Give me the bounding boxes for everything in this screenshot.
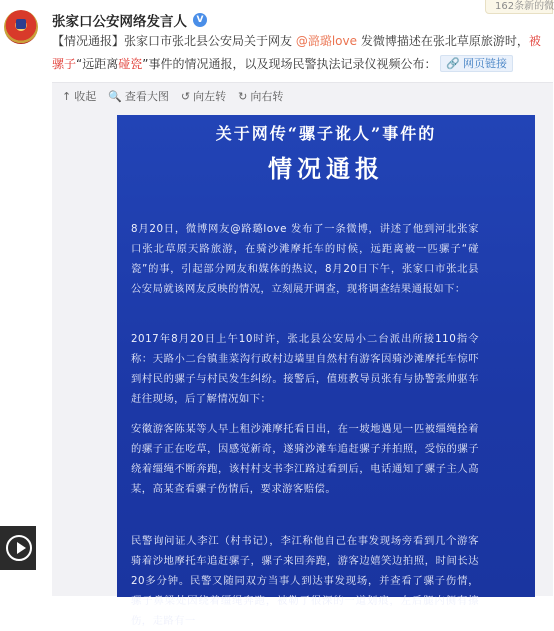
notice-paragraph: 民警询问证人李江（村书记），李江称他自己在事发现场旁看到几个游客骑着沙地摩托车追赶骡子，骡子来回奔跑，游客边嬉笑边拍照，时间长达20多分钟。民警又随同双方当事人到达事发现场，并查看了骡子伤情，骡子鼻梁处因绕着缰绳奔跑，被勒了很深的一道划痕，左后腿内侧有擦伤，走路有一 [131, 535, 479, 627]
magnifier-icon: 🔍 [108, 89, 122, 103]
web-link-label: 网页链接 [463, 57, 508, 70]
collapse-label: 收起 [74, 90, 97, 103]
notice-paragraph: 8月20日，微博网友@路璐love 发布了一条微博，讲述了他到河北张家口张北草原天路旅游，在骑沙滩摩托车的时候，远距离被一匹骡子“碰瓷”的事，引起部分网友和媒体的热议，8月20日下午，张家口市张北县公安局就该网友反映的情况，立刻展开调查，现将调查结果通报如下： [131, 223, 479, 295]
highlight-keyword[interactable]: 被骡子 [52, 34, 541, 71]
author-name[interactable]: 张家口公安网络发言人 [52, 14, 187, 30]
notice-paragraph: 2017年8月20日上午10时许，张北县公安局小二台派出所接110指令称：天路小二台镇韭菜沟行政村边墙里自然村有游客因骑沙滩摩托车惊吓到村民的骡子与村民发生纠纷。接警后，值班教导员张有与协警张帅驱车赶往现场，后了解情况如下： [131, 333, 479, 405]
author-avatar[interactable] [4, 10, 38, 44]
rotate-right-button[interactable] [238, 88, 283, 104]
notice-title-line-2: 情况通报 [268, 154, 384, 183]
rotate-right-icon: ↻ [238, 89, 248, 103]
post-text [52, 30, 548, 76]
mention-link[interactable]: @潞璐love [295, 34, 357, 48]
rotate-right-label: 向右转 [250, 90, 284, 103]
image-viewer [52, 82, 553, 627]
view-large-label: 查看大图 [124, 90, 169, 103]
view-large-button[interactable] [108, 88, 169, 104]
post-text-segment: 发微博描述在张北草原旅游时， [357, 34, 529, 48]
author-row [52, 10, 207, 30]
video-play-button[interactable] [0, 526, 36, 570]
web-link-button[interactable] [440, 55, 513, 72]
post-text-segment: ”事件的情况通报，以及现场民警执法记录仪视频公布： [142, 57, 437, 71]
post-text-segment: 【情况通报】张家口市张北县公安局关于网友 [52, 34, 296, 48]
rotate-left-button[interactable] [181, 88, 226, 104]
play-icon [6, 535, 32, 561]
post-text-segment: “远距离 [76, 57, 119, 71]
rotate-left-label: 向左转 [193, 90, 227, 103]
new-posts-notice[interactable] [485, 0, 553, 14]
collapse-button[interactable] [62, 88, 96, 104]
verified-badge-icon: V [193, 13, 207, 27]
highlight-keyword[interactable]: 碰瓷 [118, 57, 143, 71]
image-toolbar [62, 87, 283, 105]
rotate-left-icon: ↺ [180, 89, 191, 103]
notice-title-line-1: 关于网传“骡子讹人”事件的 [215, 124, 437, 143]
arrow-up-icon: ↑ [62, 89, 72, 103]
link-icon: 🔗 [446, 57, 461, 70]
new-posts-notice-text: 162条新的微 [495, 1, 554, 12]
notice-paragraph: 安徽游客陈某等人早上租沙滩摩托看日出，在一坡地遇见一匹被缰绳拴着的骡子正在吃草，因感觉新奇，遂骑沙滩车追赶骡子并拍照，受惊的骡子绕着缰绳不断奔跑，该村村支书李江路过看到后，电话通知了骡子主人高某，高某查看骡子伤情后，要求游客赔偿。 [131, 423, 479, 495]
notice-image[interactable] [117, 115, 535, 627]
